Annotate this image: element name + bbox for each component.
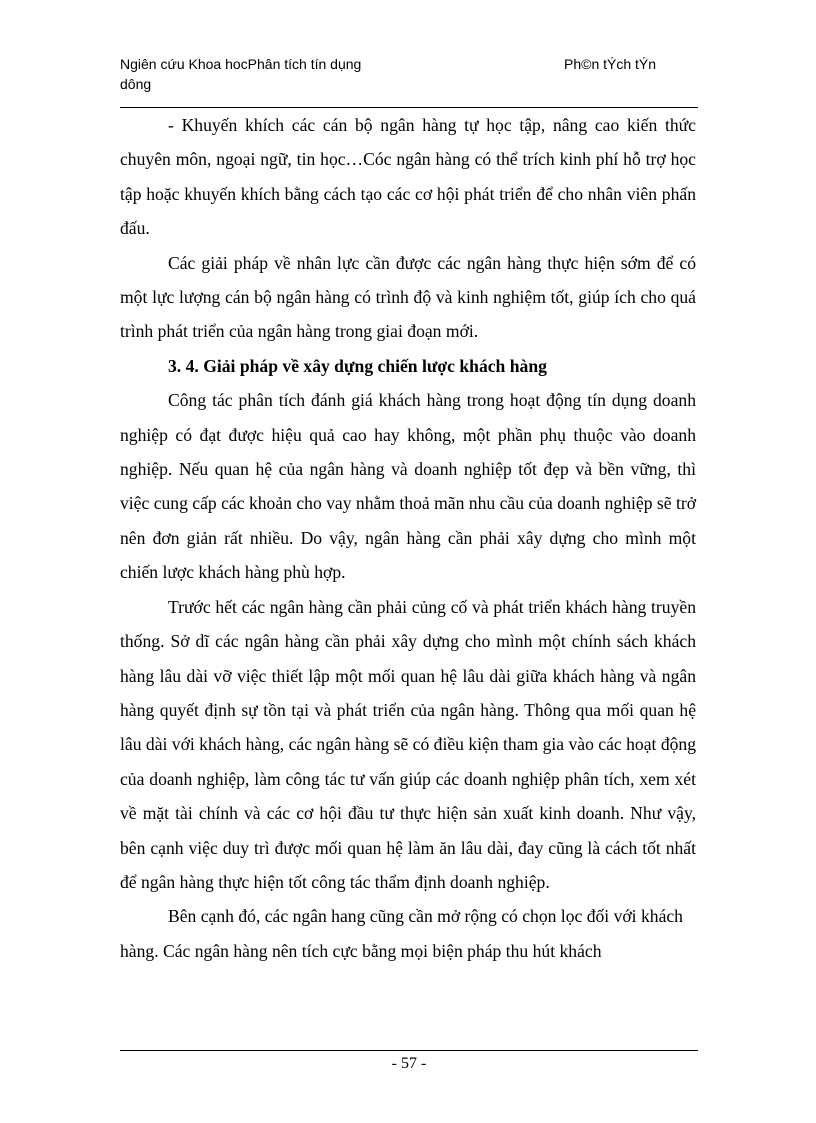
paragraph-hr-solutions: Các giải pháp về nhân lực cần được các ngân hàng thực hiện sớm để có một lực lượng cán bộ ngân hàng có trình độ và kinh nghiệm tốt, giúp ích cho quá trình phát triển của ngân hàng trong giai đoạn mới. [120,252,696,342]
paragraph-training: - Khuyến khích các cán bộ ngân hàng tự học tập, nâng cao kiến thức chuyên môn, ngoại ngữ, tin học…Cóc ngân hàng có thể trích kinh phí hỗ trợ học tập hoặc khuyến khích bằng cách tạo các cơ hội phát triển để cho nhân viên phấn đấu. [120,115,696,239]
paragraph-customer-analysis: Công tác phân tích đánh giá khách hàng trong hoạt động tín dụng doanh nghiệp có đạt được hiệu quả cao hay không, một phần phụ thuộc vào doanh nghiệp. Nếu quan hệ của ngân hàng và doanh nghiệp tốt đẹp và bền vững, thì việc cung cấp các khoản cho vay nhằm thoả mãn nhu cầu của doanh nghiệp sẽ trở nên đơn giản rất nhiều. Do vậy, ngân hàng cần phải xây dựng cho mình một chiến lược khách hàng phù hợp. [120,390,696,583]
section-heading: 3. 4. Giải pháp về xây dựng chiến lược khách hàng [168,355,547,376]
footer-divider [120,1050,698,1051]
page-number: - 57 - [391,1055,427,1072]
header-right-title: Ph©n tÝch tÝn [564,56,657,72]
paragraph-expand-customers: Bên cạnh đó, các ngân hang cũng cần mở rộng có chọn lọc đối với khách hàng. Các ngân hàng nên tích cực bằng mọi biện pháp thu hút khách [120,906,683,961]
page-body [120,108,696,968]
paragraph-traditional-customers: Trước hết các ngân hàng cần phải củng cố và phát triển khách hàng truyền thống. Sở dĩ các ngân hàng cần phải xây dựng cho mình một chính sách khách hàng lâu dài vỡ việc thiết lập một mối quan hệ lâu dài giữa khách hàng và ngân hàng quyết định sự tồn tại và phát triển của ngân hàng. Thông qua mối quan hệ lâu dài với khách hàng, các ngân hàng sẽ có điều kiện tham gia vào các hoạt động của doanh nghiệp, làm công tác tư vấn giúp các doanh nghiệp phân tích, xem xét về mặt tài chính và các cơ hội đầu tư thực hiện sản xuất kinh doanh. Như vậy, bên cạnh việc duy trì được mối quan hệ làm ăn lâu dài, đay cũng là cách tốt nhất để ngân hàng thực hiện tốt công tác thẩm định doanh nghiệp. [120,596,697,892]
page-header [120,54,698,106]
header-title: Ngiên cứu Khoa hocPhân tích tín dụng dông [120,56,362,92]
